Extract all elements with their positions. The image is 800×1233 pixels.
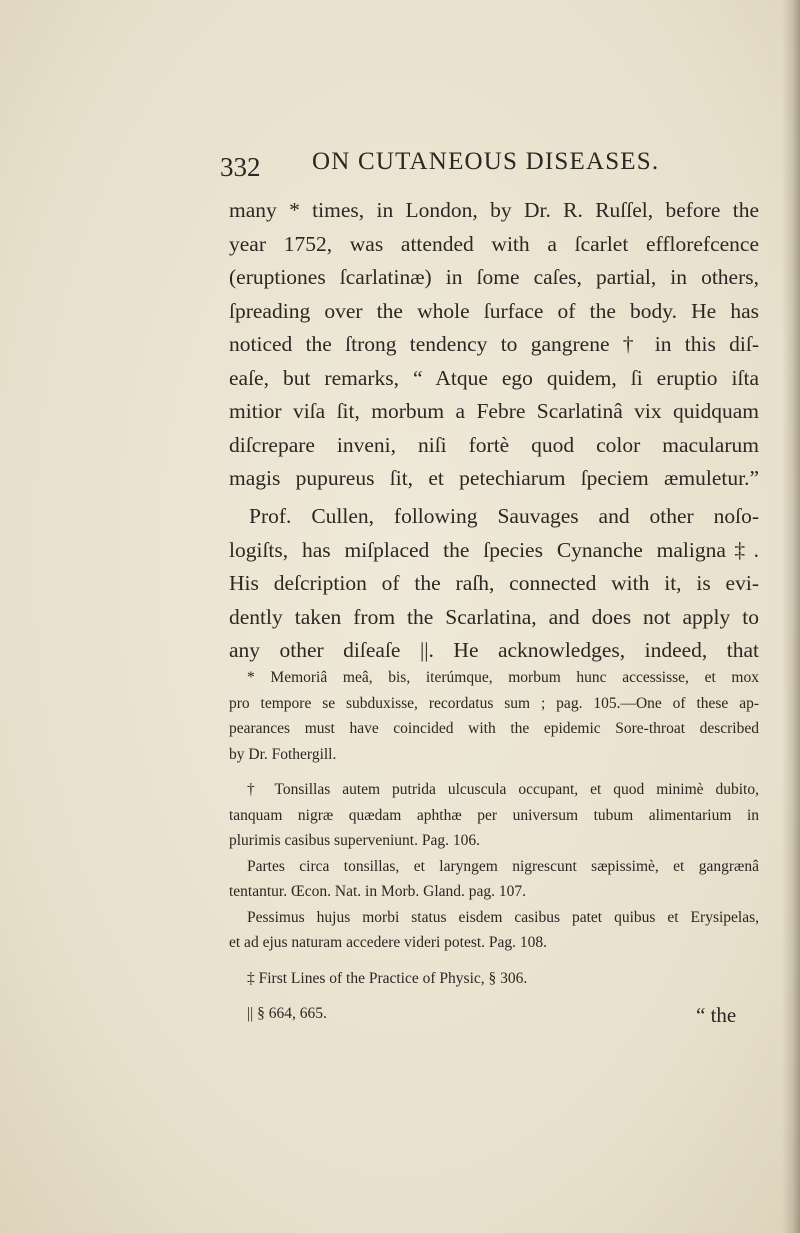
text-line: noticed the ſtrong tendency to gangrene † in this diſ-	[229, 332, 759, 356]
text-line: Prof. Cullen, following Sauvages and other noſo-	[249, 504, 759, 528]
footnote-line: pro tempore se subduxisse, recordatus sum ; pag. 105.—One of these ap-	[229, 694, 759, 712]
footnotes	[229, 665, 759, 1037]
footnote-line: et ad ejus naturam accedere videri potest. Pag. 108.	[229, 934, 548, 951]
footnote-line: ‡ First Lines of the Practice of Physic, § 306.	[247, 969, 528, 987]
footnote-line: by Dr. Fothergill.	[229, 745, 337, 763]
page-number: 332	[220, 152, 261, 182]
footnote-line: tanquam nigræ quædam aphthæ per universum tubum alimentarium in	[229, 806, 759, 824]
text-line: dently taken from the Scarlatina, and does not apply to	[229, 604, 759, 629]
text-line: ſpreading over the whole ſurface of the body. He has	[229, 298, 759, 323]
text-line: mitior viſa ſit, morbum a Febre Scarlatinâ vix quidquam	[229, 399, 759, 423]
footnote-line: † Tonsillas autem putrida ulcuscula occupant, et quod minimè dubito,	[247, 781, 759, 798]
running-title: ON CUTANEOUS DISEASES.	[312, 148, 660, 175]
paragraph-2	[229, 500, 759, 668]
text-line: any other diſeaſe ||. He acknowledges, indeed, that	[229, 638, 759, 662]
text-line: magis pupureus ſit, et petechiarum ſpeciem æmuletur.”	[229, 466, 759, 490]
footnote-line: Partes circa tonsillas, et laryngem nigrescunt sæpissimè, et gangrænâ	[247, 857, 759, 875]
footnote-line: plurimis casibus superveniunt. Pag. 106.	[229, 832, 480, 849]
text-line: His deſcription of the raſh, connected with it, is evi-	[229, 571, 759, 595]
footnote-star	[229, 665, 759, 767]
text-line: logiſts, has miſplaced the ſpecies Cynanche maligna‡.	[229, 537, 759, 562]
footnote-line: pearances must have coincided with the epidemic Sore-throat described	[229, 720, 759, 737]
footnote-line: * Memoriâ meâ, bis, iterúmque, morbum hunc accessisse, et mox	[247, 669, 759, 686]
text-line: many * times, in London, by Dr. R. Ruſſel, before the	[229, 198, 759, 222]
footnote-dagger	[229, 777, 759, 956]
footnote-parallel	[229, 1001, 759, 1027]
footnote-line: tentantur. Œcon. Nat. in Morb. Gland. pag. 107.	[229, 883, 527, 900]
text-line: year 1752, was attended with a ſcarlet efflorefcence	[229, 231, 759, 256]
text-line: diſcrepare inveni, niſi fortè quod color macularum	[229, 432, 759, 457]
footnote-double-dagger	[229, 966, 759, 992]
page-header	[220, 148, 760, 188]
footnote-line: Pessimus hujus morbi status eisdem casibus patet quibus et Erysipelas,	[247, 908, 759, 926]
catchword: “ the	[696, 1003, 737, 1027]
text-line: eaſe, but remarks, “ Atque ego quidem, ſi eruptio iſta	[229, 365, 759, 390]
page-edge-shadow	[782, 0, 800, 1233]
text-line: (eruptiones ſcarlatinæ) in ſome caſes, partial, in others,	[229, 265, 759, 289]
footnote-line: || § 664, 665.	[247, 1005, 327, 1022]
paragraph-1	[229, 194, 759, 496]
